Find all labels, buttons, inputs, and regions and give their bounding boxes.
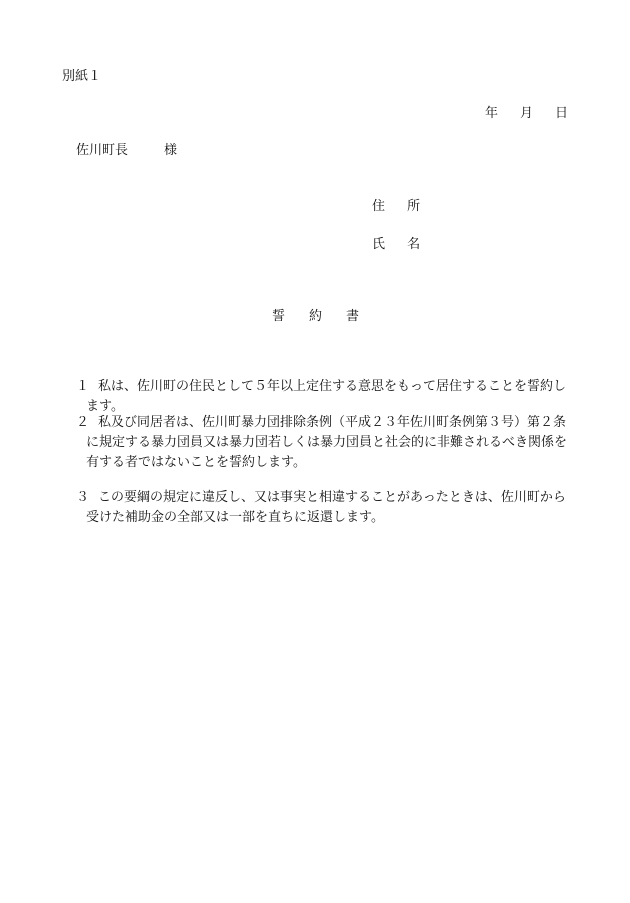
- date-day-label: 日: [554, 106, 568, 121]
- clause-item: [76, 488, 576, 528]
- clause-item: [76, 413, 576, 473]
- date-month-label: 月: [519, 106, 533, 121]
- clause-number: ３: [76, 490, 90, 505]
- date-year-label: 年: [484, 106, 498, 121]
- clause-number: １: [76, 379, 90, 394]
- attachment-label: 別紙１: [62, 69, 102, 84]
- date-line: [485, 102, 568, 121]
- name-label: 氏 名: [372, 237, 430, 252]
- clause-item: [76, 377, 576, 417]
- addressee-honorific: 様: [164, 143, 178, 158]
- clause-text: 私及び同居者は、佐川町暴力団排除条例（平成２３年佐川町条例第３号）第２条に規定する暴力団員又は暴力団若しくは暴力団員と社会的に非難されるべき関係を有する者ではないことを誓約します。: [86, 415, 568, 470]
- clause-text: この要綱の規定に違反し、又は事実と相違することがあったときは、佐川町から受けた補助金の全部又は一部を直ちに返還します。: [86, 490, 566, 525]
- address-label: 住 所: [372, 199, 430, 214]
- document-title: 誓約書: [272, 309, 384, 324]
- clause-number: ２: [76, 415, 90, 430]
- clause-text: 私は、佐川町の住民として５年以上定住する意思をもって居住することを誓約します。: [86, 379, 567, 414]
- addressee: [76, 139, 177, 158]
- addressee-name: 佐川町長: [76, 143, 129, 158]
